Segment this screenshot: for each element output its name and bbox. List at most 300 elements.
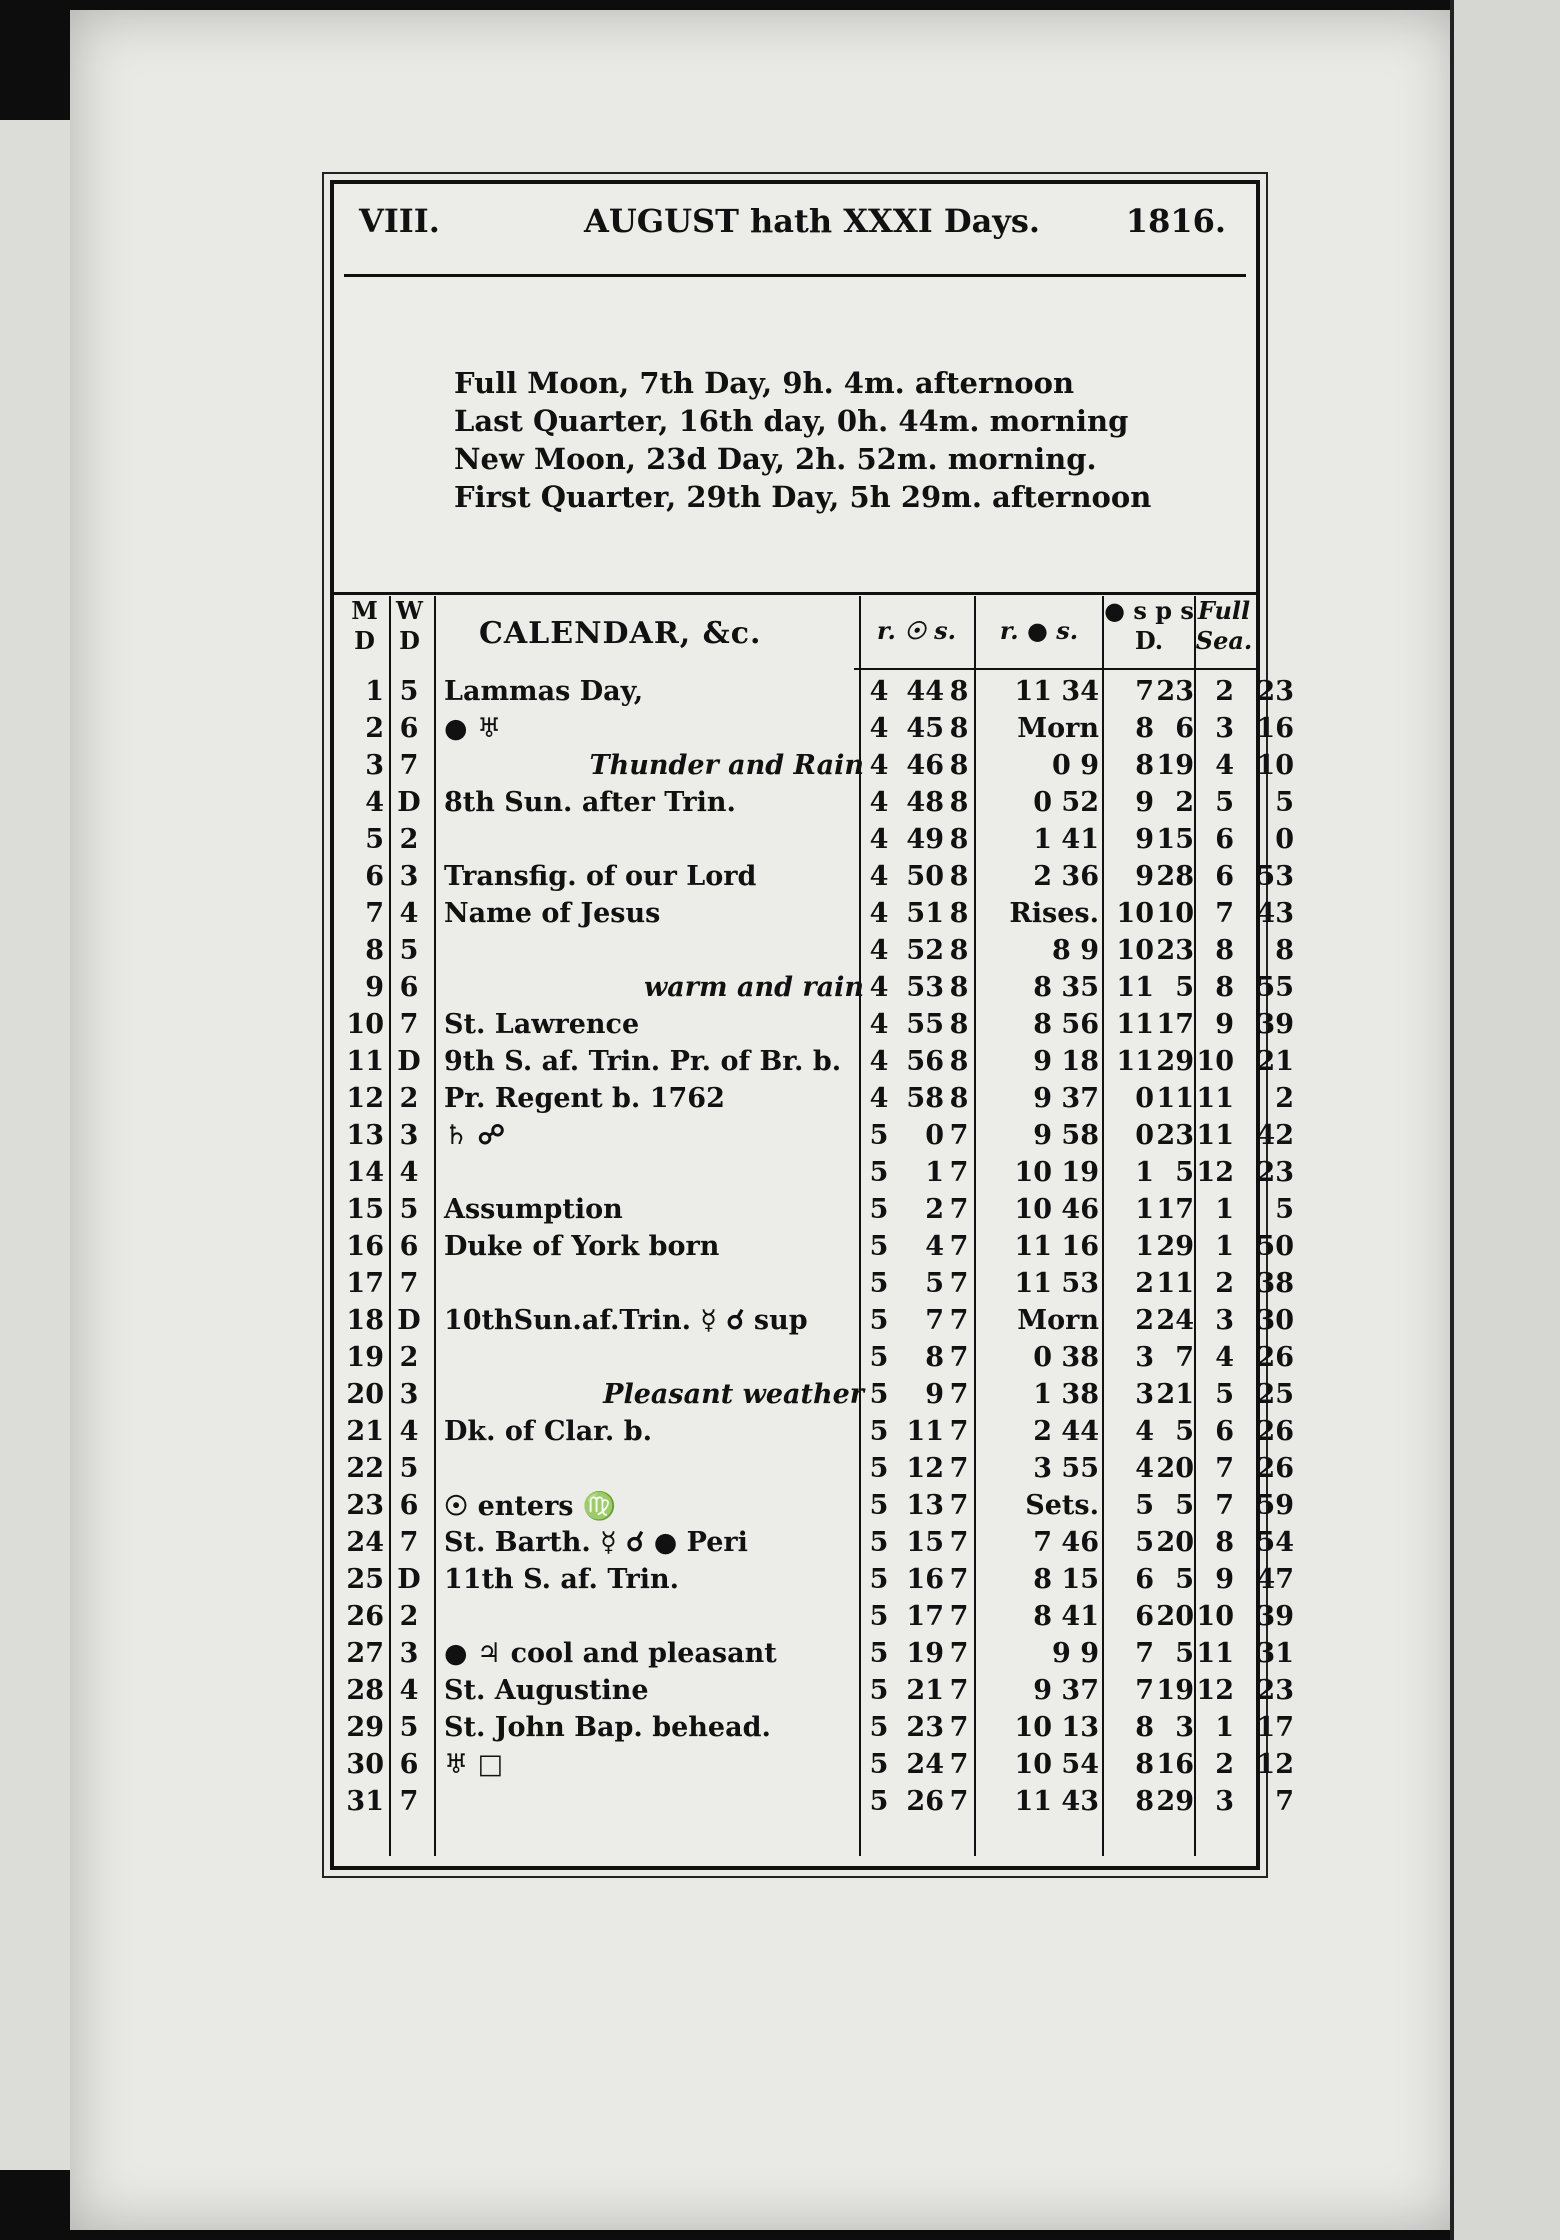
day-of-month: 28 [346, 1675, 384, 1706]
moon-south-minute: 20 [1156, 1601, 1194, 1632]
table-row [334, 1747, 1294, 1784]
sunrise-minute: 53 [906, 972, 944, 1003]
full-sea-minute: 23 [1256, 1675, 1294, 1706]
moon-rise-set: 10 13 [1014, 1712, 1099, 1743]
table-row [334, 1192, 1294, 1229]
sunrise-hour: 5 [869, 1527, 889, 1558]
year: 1816. [1125, 202, 1226, 240]
moon-phases [454, 364, 1174, 516]
table-row [334, 1155, 1294, 1192]
moon-south-minute: 7 [1175, 1342, 1194, 1373]
weekday: 4 [399, 1416, 419, 1447]
calendar-note: Duke of York born [444, 1231, 720, 1262]
sunrise-hour: 5 [869, 1416, 889, 1447]
full-sea-minute: 31 [1256, 1638, 1294, 1669]
full-sea-minute: 10 [1256, 750, 1294, 781]
day-of-month: 26 [346, 1601, 384, 1632]
moon-south-minute: 20 [1156, 1453, 1194, 1484]
table-row [334, 1599, 1294, 1636]
moon-rise-set: 7 46 [1033, 1527, 1099, 1558]
weekday: 6 [399, 1231, 419, 1262]
almanac-table [330, 180, 1294, 1870]
day-of-month: 12 [346, 1083, 384, 1114]
full-sea-minute: 12 [1256, 1749, 1294, 1780]
moon-rise-set: 3 55 [1033, 1453, 1099, 1484]
table-row [334, 1451, 1294, 1488]
moon-rise-set: 8 9 [1052, 935, 1099, 966]
full-sea-minute: 2 [1275, 1083, 1294, 1114]
table-row [334, 1710, 1294, 1747]
table-row [334, 822, 1294, 859]
day-of-month: 14 [346, 1157, 384, 1188]
calendar-note: ● ♃ cool and pleasant [444, 1638, 777, 1669]
moon-rise-set: Morn [1017, 1305, 1099, 1336]
col-header-moon-south: ● s p s D. [1104, 596, 1194, 655]
moon-rise-set: 0 52 [1033, 787, 1099, 818]
moon-rise-set: 11 16 [1014, 1231, 1099, 1262]
weekday: 5 [399, 1194, 419, 1225]
full-sea-hour: 7 [1215, 1453, 1234, 1484]
moon-south-minute: 17 [1156, 1194, 1194, 1225]
table-top-rule [334, 592, 1256, 595]
full-sea-minute: 25 [1256, 1379, 1294, 1410]
full-sea-minute: 42 [1256, 1120, 1294, 1151]
moon-south-hour: 3 [1135, 1342, 1154, 1373]
sunrise-hour: 5 [869, 1601, 889, 1632]
full-sea-minute: 23 [1256, 1157, 1294, 1188]
day-of-month: 2 [365, 713, 384, 744]
sunrise-hour: 5 [869, 1712, 889, 1743]
sunset-hour: 7 [949, 1416, 969, 1447]
moon-rise-set: 11 34 [1014, 676, 1099, 707]
sunrise-hour: 4 [869, 1083, 889, 1114]
full-sea-hour: 12 [1196, 1675, 1234, 1706]
day-of-month: 15 [346, 1194, 384, 1225]
calendar-note: St. Augustine [444, 1675, 649, 1706]
sunset-hour: 7 [949, 1564, 969, 1595]
moon-rise-set: 9 18 [1033, 1046, 1099, 1077]
sunset-hour: 8 [949, 898, 969, 929]
full-sea-minute: 47 [1256, 1564, 1294, 1595]
moon-south-hour: 1 [1135, 1231, 1154, 1262]
full-sea-minute: 39 [1256, 1601, 1294, 1632]
weekday: 7 [399, 1786, 419, 1817]
full-sea-minute: 17 [1256, 1712, 1294, 1743]
day-of-month: 13 [346, 1120, 384, 1151]
weekday: 4 [399, 898, 419, 929]
moon-south-hour: 7 [1135, 1675, 1154, 1706]
sunrise-minute: 19 [906, 1638, 944, 1669]
moon-rise-set: 0 38 [1033, 1342, 1099, 1373]
sunrise-hour: 5 [869, 1675, 889, 1706]
month-title: AUGUST hath XXXI Days. [584, 202, 1041, 240]
sunrise-hour: 5 [869, 1231, 889, 1262]
moon-south-minute: 21 [1156, 1379, 1194, 1410]
calendar-rows [334, 674, 1294, 1821]
full-sea-hour: 6 [1215, 824, 1234, 855]
weekday: 5 [399, 1712, 419, 1743]
sunrise-hour: 5 [869, 1268, 889, 1299]
table-row [334, 1118, 1294, 1155]
next-page-edge [1450, 0, 1560, 2240]
full-sea-minute: 55 [1256, 972, 1294, 1003]
day-of-month: 8 [365, 935, 384, 966]
sunset-hour: 7 [949, 1194, 969, 1225]
sunset-hour: 7 [949, 1453, 969, 1484]
table-row [334, 748, 1294, 785]
moon-south-minute: 20 [1156, 1527, 1194, 1558]
weekday: 2 [399, 1601, 419, 1632]
full-sea-minute: 54 [1256, 1527, 1294, 1558]
moon-rise-set: 8 41 [1033, 1601, 1099, 1632]
sunrise-hour: 4 [869, 1046, 889, 1077]
moon-rise-set: 0 9 [1052, 750, 1099, 781]
moon-south-minute: 28 [1156, 861, 1194, 892]
sunrise-minute: 45 [906, 713, 944, 744]
moon-south-hour: 11 [1116, 1046, 1154, 1077]
moon-south-hour: 7 [1135, 1638, 1154, 1669]
moon-rise-set: Sets. [1025, 1490, 1099, 1521]
full-sea-hour: 1 [1215, 1712, 1234, 1743]
weekday: D [397, 1564, 421, 1595]
sunrise-hour: 4 [869, 972, 889, 1003]
full-sea-hour: 10 [1196, 1601, 1234, 1632]
sunset-hour: 8 [949, 676, 969, 707]
moon-rise-set: 1 41 [1033, 824, 1099, 855]
full-sea-hour: 10 [1196, 1046, 1234, 1077]
moon-south-minute: 29 [1156, 1046, 1194, 1077]
full-sea-hour: 9 [1215, 1564, 1234, 1595]
sunrise-minute: 52 [906, 935, 944, 966]
day-of-month: 24 [346, 1527, 384, 1558]
table-row [334, 711, 1294, 748]
moon-phase-full: Full Moon, 7th Day, 9h. 4m. afternoon [454, 366, 1075, 400]
full-sea-minute: 7 [1275, 1786, 1294, 1817]
moon-rise-set: 8 35 [1033, 972, 1099, 1003]
moon-south-minute: 19 [1156, 1675, 1194, 1706]
col-header-sun: r. ☉ s. [877, 616, 956, 645]
moon-south-minute: 5 [1175, 1564, 1194, 1595]
table-row [334, 674, 1294, 711]
full-sea-hour: 4 [1215, 1342, 1234, 1373]
sunrise-hour: 4 [869, 787, 889, 818]
day-of-month: 30 [346, 1749, 384, 1780]
day-of-month: 6 [365, 861, 384, 892]
full-sea-minute: 53 [1256, 861, 1294, 892]
moon-rise-set: 9 58 [1033, 1120, 1099, 1151]
full-sea-hour: 2 [1215, 676, 1234, 707]
calendar-note: ♄ ☍ [444, 1120, 505, 1151]
table-row [334, 1377, 1294, 1414]
sunrise-minute: 15 [906, 1527, 944, 1558]
full-sea-hour: 2 [1215, 1268, 1234, 1299]
full-sea-hour: 12 [1196, 1157, 1234, 1188]
moon-south-hour: 8 [1135, 750, 1154, 781]
sunset-hour: 7 [949, 1268, 969, 1299]
table-row [334, 896, 1294, 933]
weekday: 3 [399, 861, 419, 892]
full-sea-hour: 1 [1215, 1231, 1234, 1262]
full-sea-minute: 0 [1275, 824, 1294, 855]
weekday: 4 [399, 1675, 419, 1706]
calendar-note: 8th Sun. after Trin. [444, 787, 736, 818]
moon-south-hour: 8 [1135, 1712, 1154, 1743]
full-sea-minute: 23 [1256, 676, 1294, 707]
day-of-month: 31 [346, 1786, 384, 1817]
table-row [334, 1081, 1294, 1118]
sunrise-minute: 11 [906, 1416, 944, 1447]
sunrise-hour: 5 [869, 1786, 889, 1817]
day-of-month: 22 [346, 1453, 384, 1484]
table-row [334, 1673, 1294, 1710]
col-header-wd: W D [396, 596, 423, 655]
full-sea-minute: 5 [1275, 787, 1294, 818]
calendar-note: Lammas Day, [444, 676, 644, 707]
sunrise-hour: 5 [869, 1194, 889, 1225]
sunrise-hour: 4 [869, 824, 889, 855]
moon-south-hour: 10 [1116, 935, 1154, 966]
calendar-note: 9th S. af. Trin. Pr. of Br. b. [444, 1046, 842, 1077]
sunrise-hour: 4 [869, 935, 889, 966]
moon-south-minute: 5 [1175, 1638, 1194, 1669]
sunset-hour: 8 [949, 750, 969, 781]
day-of-month: 11 [346, 1046, 384, 1077]
moon-south-minute: 10 [1156, 898, 1194, 929]
full-sea-hour: 5 [1215, 787, 1234, 818]
col-header-md: M D [351, 596, 378, 655]
calendar-note: warm and rain [644, 972, 864, 1003]
sunset-hour: 7 [949, 1749, 969, 1780]
moon-south-minute: 16 [1156, 1749, 1194, 1780]
header-rule [344, 274, 1246, 277]
sunrise-minute: 55 [906, 1009, 944, 1040]
sunset-hour: 7 [949, 1601, 969, 1632]
sunrise-minute: 5 [925, 1268, 944, 1299]
moon-south-hour: 11 [1116, 972, 1154, 1003]
sunset-hour: 8 [949, 935, 969, 966]
moon-south-minute: 23 [1156, 935, 1194, 966]
moon-south-hour: 8 [1135, 1786, 1154, 1817]
moon-south-minute: 29 [1156, 1786, 1194, 1817]
full-sea-hour: 1 [1215, 1194, 1234, 1225]
sunrise-minute: 58 [906, 1083, 944, 1114]
calendar-note: 10thSun.af.Trin. ☿ ☌ sup [444, 1305, 808, 1336]
weekday: 4 [399, 1157, 419, 1188]
moon-rise-set: Rises. [1009, 898, 1099, 929]
sunrise-hour: 5 [869, 1157, 889, 1188]
weekday: D [397, 787, 421, 818]
calendar-note: St. Lawrence [444, 1009, 640, 1040]
sunrise-minute: 9 [925, 1379, 944, 1410]
sunrise-minute: 24 [906, 1749, 944, 1780]
weekday: 7 [399, 1009, 419, 1040]
weekday: 6 [399, 1749, 419, 1780]
day-of-month: 18 [346, 1305, 384, 1336]
moon-south-hour: 0 [1135, 1120, 1154, 1151]
moon-rise-set: 11 43 [1014, 1786, 1099, 1817]
sunset-hour: 8 [949, 861, 969, 892]
sunrise-minute: 26 [906, 1786, 944, 1817]
table-row [334, 1562, 1294, 1599]
calendar-note: Pr. Regent b. 1762 [444, 1083, 725, 1114]
full-sea-hour: 9 [1215, 1009, 1234, 1040]
full-sea-hour: 2 [1215, 1749, 1234, 1780]
moon-south-hour: 9 [1135, 861, 1154, 892]
sunrise-minute: 48 [906, 787, 944, 818]
moon-south-hour: 8 [1135, 1749, 1154, 1780]
moon-phase-new: New Moon, 23d Day, 2h. 52m. morning. [454, 442, 1097, 476]
sunrise-hour: 5 [869, 1120, 889, 1151]
moon-south-hour: 8 [1135, 713, 1154, 744]
weekday: 2 [399, 1342, 419, 1373]
table-row [334, 1044, 1294, 1081]
sunrise-hour: 4 [869, 713, 889, 744]
full-sea-minute: 50 [1256, 1231, 1294, 1262]
moon-rise-set: 10 46 [1014, 1194, 1099, 1225]
table-row [334, 970, 1294, 1007]
weekday: D [397, 1046, 421, 1077]
sunrise-minute: 44 [906, 676, 944, 707]
table-row [334, 859, 1294, 896]
sunset-hour: 8 [949, 972, 969, 1003]
day-of-month: 20 [346, 1379, 384, 1410]
sunset-hour: 7 [949, 1379, 969, 1410]
moon-rise-set: 8 56 [1033, 1009, 1099, 1040]
weekday: 2 [399, 824, 419, 855]
weekday: 3 [399, 1638, 419, 1669]
day-of-month: 21 [346, 1416, 384, 1447]
sunset-hour: 7 [949, 1712, 969, 1743]
day-of-month: 19 [346, 1342, 384, 1373]
moon-south-minute: 5 [1175, 1157, 1194, 1188]
day-of-month: 27 [346, 1638, 384, 1669]
table-row [334, 1229, 1294, 1266]
table-row [334, 1340, 1294, 1377]
day-of-month: 1 [365, 676, 384, 707]
sunrise-hour: 5 [869, 1638, 889, 1669]
table-row [334, 1266, 1294, 1303]
sunrise-minute: 56 [906, 1046, 944, 1077]
table-row [334, 1784, 1294, 1821]
moon-south-hour: 6 [1135, 1601, 1154, 1632]
moon-south-minute: 19 [1156, 750, 1194, 781]
sunrise-hour: 5 [869, 1342, 889, 1373]
full-sea-minute: 26 [1256, 1342, 1294, 1373]
full-sea-minute: 8 [1275, 935, 1294, 966]
sunset-hour: 7 [949, 1305, 969, 1336]
moon-rise-set: Morn [1017, 713, 1099, 744]
sunrise-hour: 5 [869, 1490, 889, 1521]
weekday: 3 [399, 1120, 419, 1151]
moon-south-hour: 1 [1135, 1194, 1154, 1225]
col-header-calendar: CALENDAR, &c. [479, 616, 762, 651]
sunrise-minute: 1 [925, 1157, 944, 1188]
moon-south-hour: 0 [1135, 1083, 1154, 1114]
weekday: 5 [399, 676, 419, 707]
sunrise-minute: 12 [906, 1453, 944, 1484]
sunset-hour: 8 [949, 1046, 969, 1077]
sunrise-minute: 50 [906, 861, 944, 892]
sunrise-hour: 4 [869, 1009, 889, 1040]
sunrise-hour: 4 [869, 898, 889, 929]
sunset-hour: 8 [949, 824, 969, 855]
sunrise-hour: 5 [869, 1749, 889, 1780]
moon-south-hour: 2 [1135, 1305, 1154, 1336]
moon-south-hour: 5 [1135, 1490, 1154, 1521]
moon-south-hour: 3 [1135, 1379, 1154, 1410]
full-sea-hour: 11 [1196, 1083, 1234, 1114]
calendar-note: St. John Bap. behead. [444, 1712, 771, 1743]
col-header-moon: r. ● s. [999, 616, 1079, 645]
full-sea-hour: 8 [1215, 935, 1234, 966]
moon-south-minute: 5 [1175, 972, 1194, 1003]
full-sea-hour: 7 [1215, 1490, 1234, 1521]
moon-south-minute: 2 [1175, 787, 1194, 818]
moon-phase-last-quarter: Last Quarter, 16th day, 0h. 44m. morning [454, 404, 1129, 438]
sunset-hour: 8 [949, 787, 969, 818]
moon-south-hour: 4 [1135, 1453, 1154, 1484]
day-of-month: 7 [365, 898, 384, 929]
moon-south-hour: 1 [1135, 1157, 1154, 1188]
sunset-hour: 7 [949, 1638, 969, 1669]
full-sea-hour: 4 [1215, 750, 1234, 781]
weekday: 6 [399, 713, 419, 744]
weekday: 7 [399, 1268, 419, 1299]
table-row [334, 1636, 1294, 1673]
moon-south-minute: 5 [1175, 1416, 1194, 1447]
moon-south-minute: 11 [1156, 1083, 1194, 1114]
sunrise-minute: 13 [906, 1490, 944, 1521]
moon-rise-set: 9 37 [1033, 1083, 1099, 1114]
moon-south-minute: 24 [1156, 1305, 1194, 1336]
moon-south-minute: 23 [1156, 1120, 1194, 1151]
sunset-hour: 7 [949, 1342, 969, 1373]
sunrise-minute: 21 [906, 1675, 944, 1706]
calendar-note: St. Barth. ☿ ☌ ● Peri [444, 1527, 748, 1558]
weekday: 6 [399, 1490, 419, 1521]
sunrise-minute: 4 [925, 1231, 944, 1262]
sunrise-minute: 2 [925, 1194, 944, 1225]
moon-rise-set: 9 37 [1033, 1675, 1099, 1706]
full-sea-hour: 8 [1215, 1527, 1234, 1558]
moon-south-hour: 6 [1135, 1564, 1154, 1595]
calendar-note: ☉ enters ♍ [444, 1491, 617, 1522]
calendar-note: Assumption [444, 1194, 623, 1225]
full-sea-hour: 11 [1196, 1638, 1234, 1669]
moon-south-minute: 29 [1156, 1231, 1194, 1262]
full-sea-minute: 43 [1256, 898, 1294, 929]
day-of-month: 9 [365, 972, 384, 1003]
weekday: 5 [399, 1453, 419, 1484]
calendar-note: Pleasant weather [603, 1379, 864, 1410]
sunrise-minute: 8 [925, 1342, 944, 1373]
moon-south-minute: 6 [1175, 713, 1194, 744]
day-of-month: 5 [365, 824, 384, 855]
full-sea-hour: 5 [1215, 1379, 1234, 1410]
full-sea-minute: 5 [1275, 1194, 1294, 1225]
weekday: 7 [399, 1527, 419, 1558]
sunset-hour: 8 [949, 1009, 969, 1040]
moon-south-hour: 7 [1135, 676, 1154, 707]
sunset-hour: 7 [949, 1786, 969, 1817]
table-row [334, 1007, 1294, 1044]
sunrise-minute: 16 [906, 1564, 944, 1595]
moon-rise-set: 8 15 [1033, 1564, 1099, 1595]
month-header [334, 184, 1256, 274]
moon-south-minute: 15 [1156, 824, 1194, 855]
sunset-hour: 8 [949, 713, 969, 744]
moon-south-hour: 5 [1135, 1527, 1154, 1558]
